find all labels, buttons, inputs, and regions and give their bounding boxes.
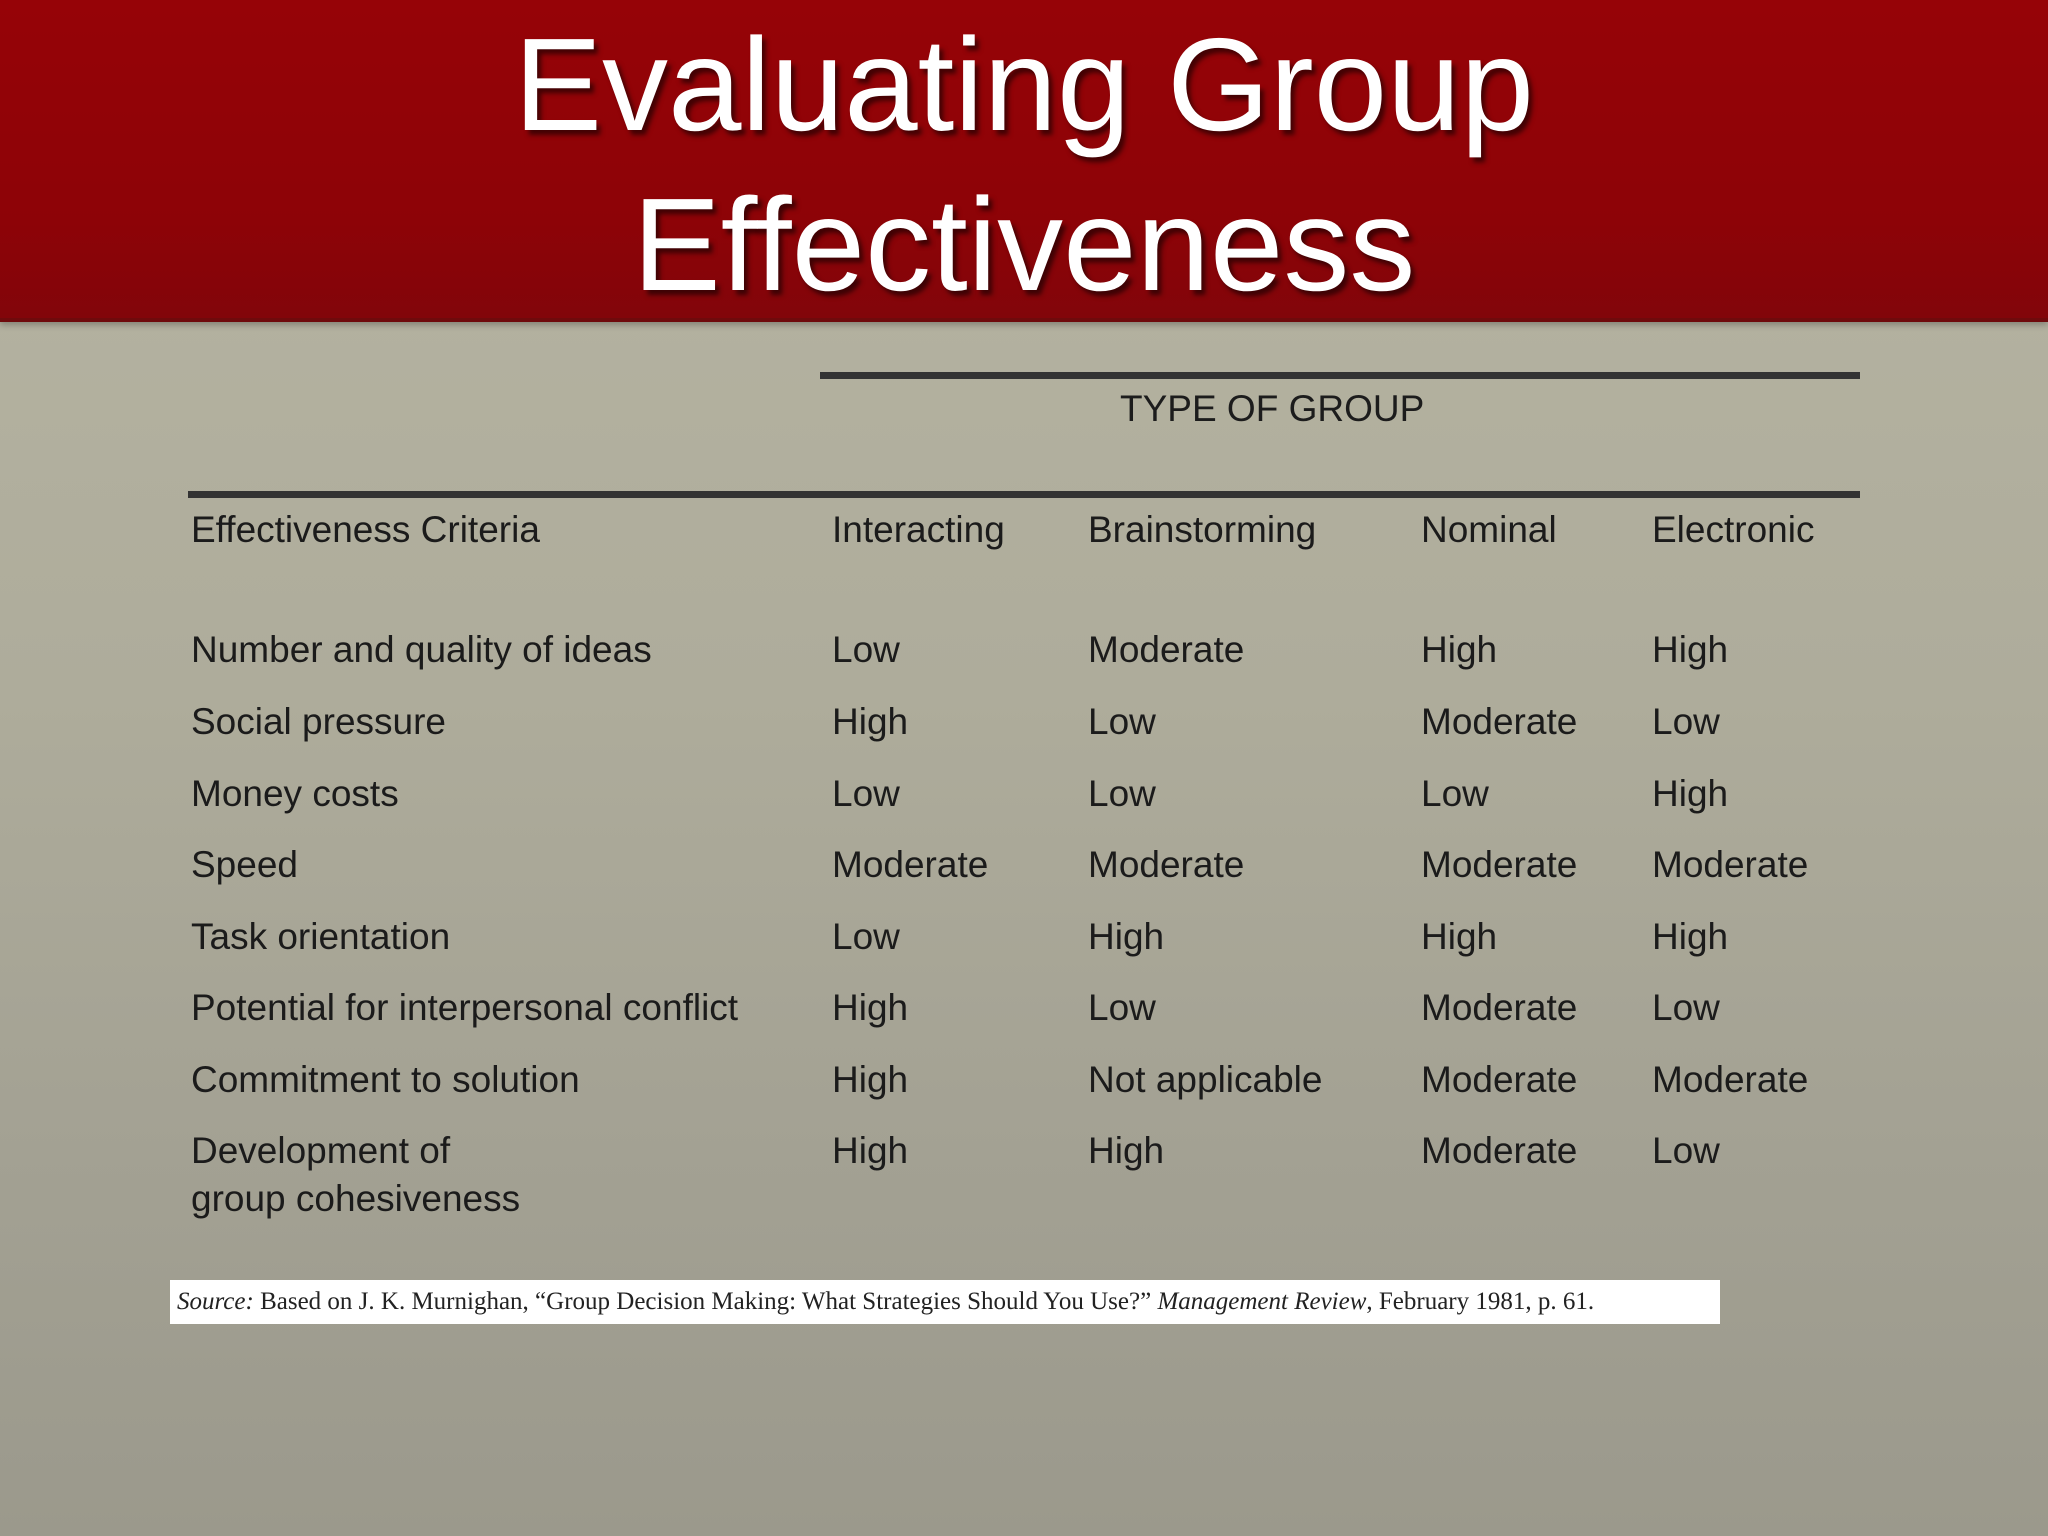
row-interacting-value: Moderate xyxy=(832,844,989,885)
row-interacting-value: High xyxy=(832,987,909,1028)
row-brainstorming-value: Low xyxy=(1088,701,1156,742)
row-electronic-value: High xyxy=(1652,773,1729,814)
title-bar xyxy=(0,0,2048,322)
row-criterion: Speed xyxy=(191,844,298,885)
row-nominal-value: Moderate xyxy=(1421,1059,1578,1100)
row-nominal-value: Low xyxy=(1421,773,1489,814)
row-criterion-continuation: group cohesiveness xyxy=(191,1178,521,1219)
row-criterion: Number and quality of ideas xyxy=(191,629,652,670)
row-brainstorming-value: High xyxy=(1088,916,1165,957)
source-text-2: , February 1981, p. 61. xyxy=(1366,1288,1595,1315)
row-electronic-value: Moderate xyxy=(1652,1059,1809,1100)
header-criteria: Effectiveness Criteria xyxy=(191,509,540,550)
table-header-rule xyxy=(188,491,1860,498)
source-text-1: Based on J. K. Murnighan, “Group Decision Making: What Strategies Should You Use?” xyxy=(253,1288,1158,1315)
row-interacting-value: Low xyxy=(832,916,900,957)
row-electronic-value: Low xyxy=(1652,701,1720,742)
row-criterion: Task orientation xyxy=(191,916,451,957)
row-interacting-value: Low xyxy=(832,629,900,670)
row-criterion: Potential for interpersonal conflict xyxy=(191,987,739,1028)
row-electronic-value: High xyxy=(1652,629,1729,670)
group-type-rule xyxy=(820,372,1860,379)
row-electronic-value: Low xyxy=(1652,987,1720,1028)
row-nominal-value: High xyxy=(1421,629,1498,670)
row-electronic-value: High xyxy=(1652,916,1729,957)
row-nominal-value: Moderate xyxy=(1421,1130,1578,1171)
row-brainstorming-value: Moderate xyxy=(1088,629,1245,670)
header-electronic: Electronic xyxy=(1652,509,1815,550)
row-electronic-value: Moderate xyxy=(1652,844,1809,885)
row-criterion: Development of xyxy=(191,1130,451,1171)
slide-title-line-2: Effectiveness xyxy=(632,171,1416,318)
row-brainstorming-value: Not applicable xyxy=(1088,1059,1323,1100)
row-nominal-value: Moderate xyxy=(1421,701,1578,742)
row-interacting-value: High xyxy=(832,701,909,742)
source-prefix: Source: xyxy=(177,1288,254,1315)
group-type-heading: TYPE OF GROUP xyxy=(1120,388,1425,429)
row-electronic-value: Low xyxy=(1652,1130,1720,1171)
source-journal: Management Review xyxy=(1157,1288,1367,1315)
header-brainstorming: Brainstorming xyxy=(1088,509,1317,550)
row-brainstorming-value: Low xyxy=(1088,773,1156,814)
row-brainstorming-value: Low xyxy=(1088,987,1156,1028)
header-interacting: Interacting xyxy=(832,509,1005,550)
row-criterion: Social pressure xyxy=(191,701,447,742)
row-criterion: Commitment to solution xyxy=(191,1059,580,1100)
row-interacting-value: High xyxy=(832,1059,909,1100)
row-brainstorming-value: Moderate xyxy=(1088,844,1245,885)
row-nominal-value: Moderate xyxy=(1421,987,1578,1028)
row-nominal-value: Moderate xyxy=(1421,844,1578,885)
row-interacting-value: High xyxy=(832,1130,909,1171)
slide-title-line-1: Evaluating Group xyxy=(514,11,1534,158)
row-criterion: Money costs xyxy=(191,773,399,814)
row-brainstorming-value: High xyxy=(1088,1130,1165,1171)
row-interacting-value: Low xyxy=(832,773,900,814)
header-nominal: Nominal xyxy=(1421,509,1557,550)
row-nominal-value: High xyxy=(1421,916,1498,957)
source-citation xyxy=(170,1280,1720,1324)
